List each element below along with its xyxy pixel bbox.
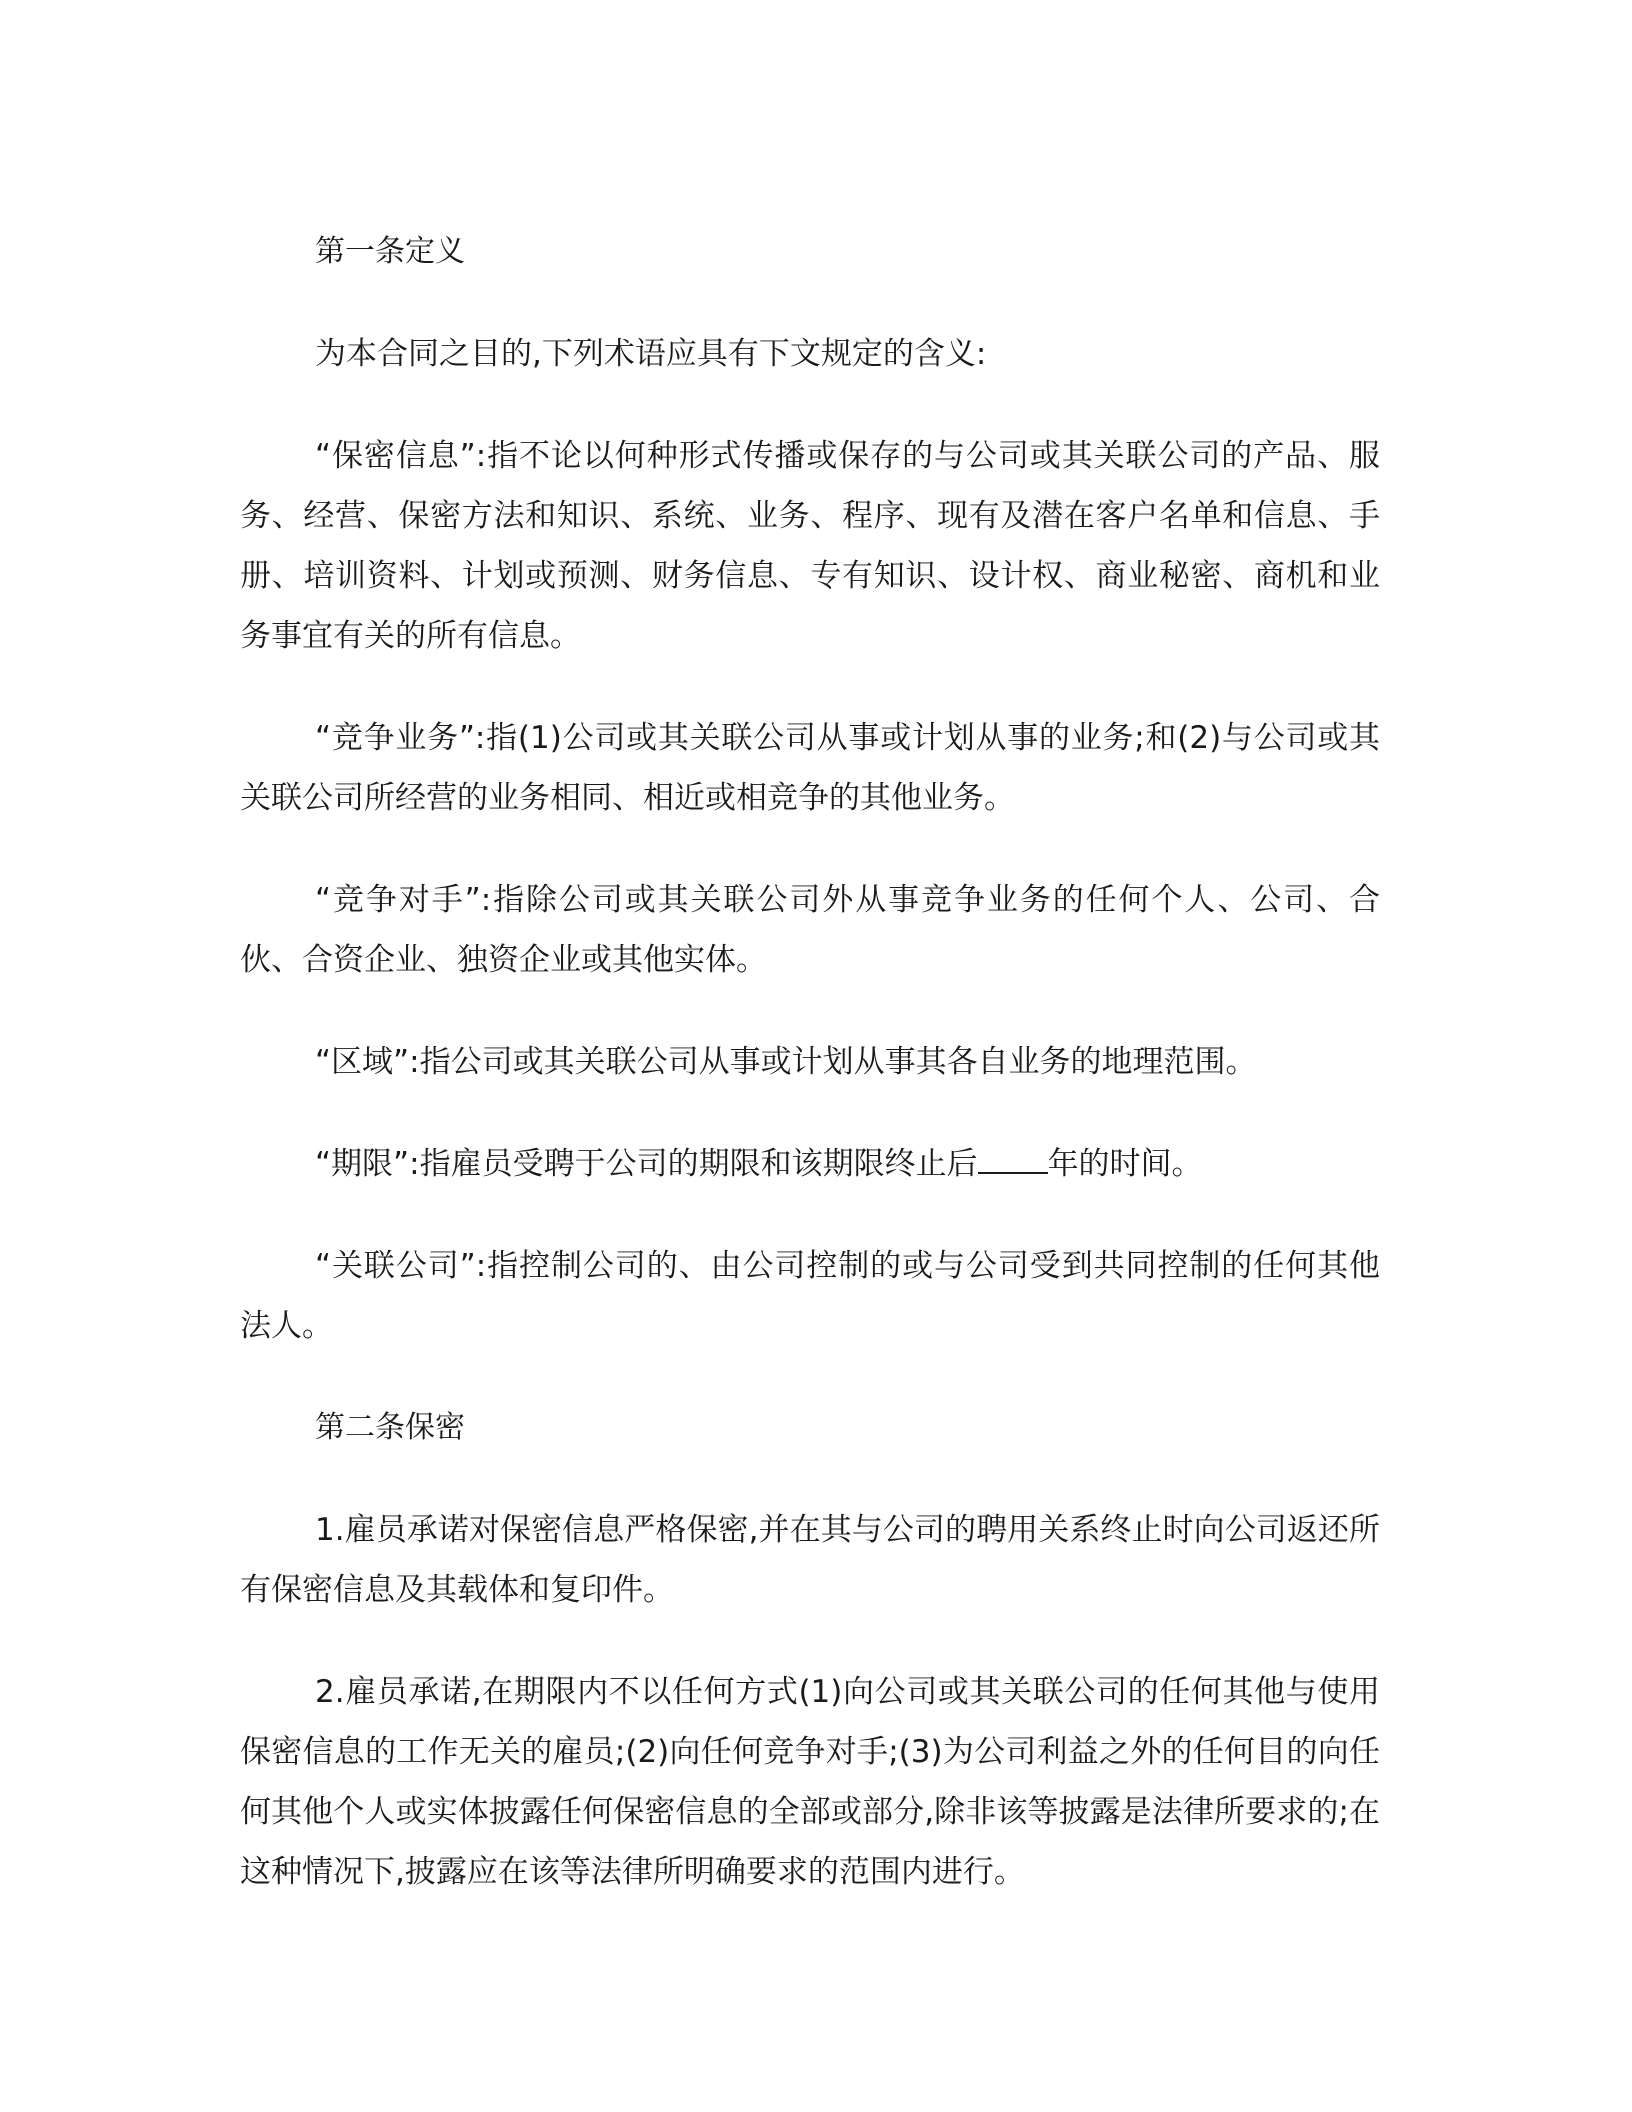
term-years-blank (978, 1148, 1048, 1174)
article1-intro: 为本合同之目的,下列术语应具有下文规定的含义: (315, 336, 987, 372)
definition-term (240, 1134, 1380, 1194)
definition-region: “区域”:指公司或其关联公司从事或计划从事其各自业务的地理范围。 (315, 1044, 1257, 1080)
article1-heading: 第一条定义 (315, 234, 465, 269)
definition-confidential-info: “保密信息”:指不论以何种形式传播或保存的与公司或其关联公司的产品、服务、经营、保密方法和知识、系统、业务、程序、现有及潜在客户名单和信息、手册、培训资料、计划或预测、财务信息、专有知识、设计权、商业秘密、商机和业务事宜有关的所有信息。 (240, 438, 1380, 654)
article2-clause-1: 1.雇员承诺对保密信息严格保密,并在其与公司的聘用关系终止时向公司返还所有保密信息及其载体和复印件。 (240, 1512, 1380, 1608)
definition-term-text-after: 年的时间。 (1047, 1146, 1203, 1182)
article2-heading: 第二条保密 (315, 1410, 465, 1445)
definition-competitor: “竞争对手”:指除公司或其关联公司外从事竞争业务的任何个人、公司、合伙、合资企业、独资企业或其他实体。 (240, 882, 1380, 978)
article2-clause-2: 2.雇员承诺,在期限内不以任何方式(1)向公司或其关联公司的任何其他与使用保密信息的工作无关的雇员;(2)向任何竞争对手;(3)为公司利益之外的任何目的向任何其他个人或实体披露任何保密信息的全部或部分,除非该等披露是法律所要求的;在这种情况下,披露应在该等法律所明确要求的范围内进行。 (240, 1674, 1380, 1890)
definition-affiliate: “关联公司”:指控制公司的、由公司控制的或与公司受到共同控制的任何其他法人。 (240, 1248, 1380, 1344)
document-body (240, 222, 1380, 1944)
definition-term-text-before: “期限”:指雇员受聘于公司的期限和该期限终止后 (315, 1146, 978, 1182)
definition-competing-business: “竞争业务”:指(1)公司或其关联公司从事或计划从事的业务;和(2)与公司或其关联公司所经营的业务相同、相近或相竞争的其他业务。 (240, 720, 1380, 816)
